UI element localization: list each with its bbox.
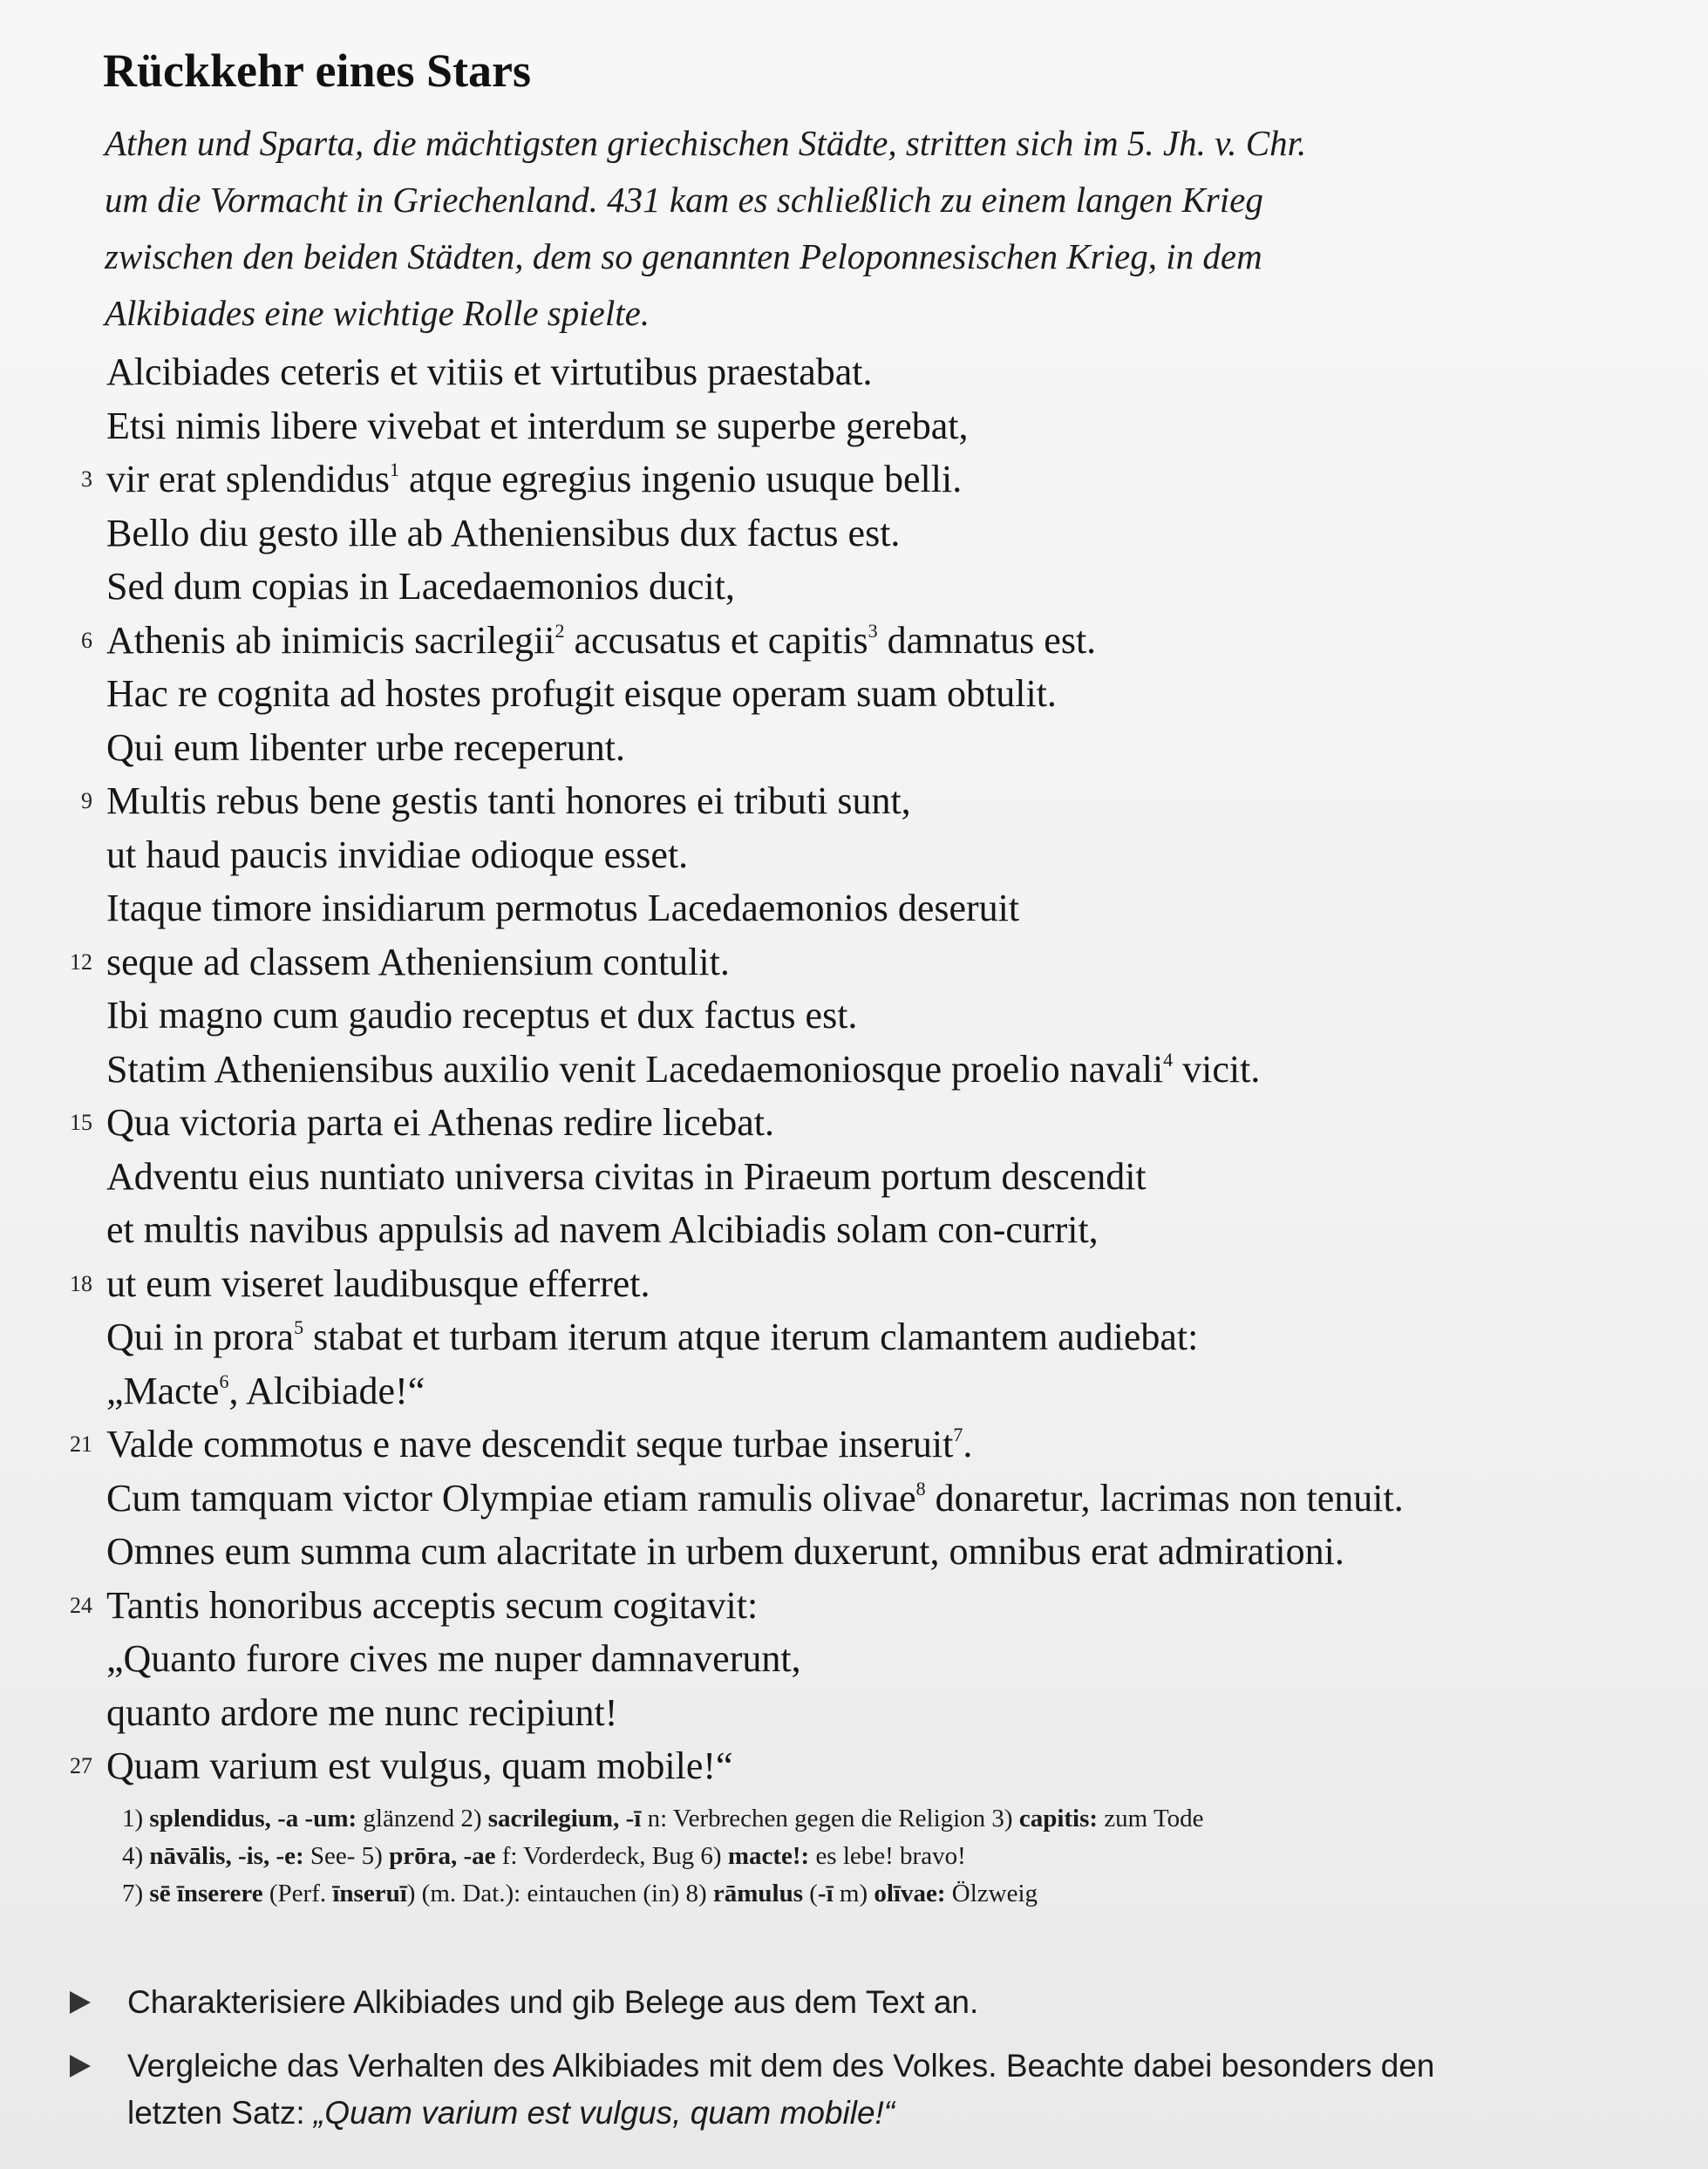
task-text-line2 [127, 2090, 1434, 2137]
vocab-gloss: ) (m. Dat.): eintauchen (in) 8) [406, 1880, 713, 1907]
text-line [44, 1579, 1665, 1633]
task-text-plain: letzten Satz: [127, 2095, 314, 2131]
text-line [44, 881, 1665, 935]
footnote-ref: 7 [953, 1424, 963, 1445]
text-line [44, 1686, 1665, 1740]
text-line [44, 560, 1665, 614]
footnote-line [122, 1838, 1552, 1875]
vocab-gloss: glänzend 2) [357, 1805, 488, 1832]
text-line [44, 721, 1665, 775]
vocab-gloss: 4) [122, 1842, 150, 1870]
line-number: 24 [70, 1592, 92, 1618]
text-line [44, 989, 1665, 1043]
line-text [106, 1418, 972, 1472]
line-segment: Qua victoria parta ei Athenas redire licebat. [106, 1101, 774, 1144]
line-text [106, 1310, 1198, 1364]
line-segment: vicit. [1173, 1047, 1261, 1091]
line-segment: Tantis honoribus acceptis secum cogitavit: [106, 1583, 759, 1627]
line-segment: damnatus est. [877, 618, 1097, 662]
footnote-ref: 4 [1163, 1048, 1174, 1071]
text-line [44, 1632, 1665, 1686]
line-text [106, 1525, 1344, 1579]
vocab-gloss: n: Verbrechen gegen die Religion 3) [641, 1805, 1019, 1832]
text-line [44, 667, 1665, 721]
line-number: 6 [81, 627, 92, 653]
line-segment: Statim Atheniensibus auxilio venit Lacedaemoniosque proelio navali [106, 1047, 1164, 1091]
intro-line: Alkibiades eine wichtige Rolle spielte. [105, 293, 650, 333]
text-line [44, 1739, 1665, 1793]
line-segment: „Quanto furore cives me nuper damnaverunt, [106, 1637, 801, 1680]
line-segment: Multis rebus bene gestis tanti honores ei tributi sunt, [106, 779, 911, 822]
task-text: Charakterisiere Alkibiades und gib Belege aus dem Text an. [127, 1984, 979, 2020]
line-text [106, 721, 625, 775]
text-line [44, 345, 1665, 399]
line-text [106, 399, 968, 453]
line-segment: „Macte [106, 1369, 220, 1412]
footnote-ref: 1 [390, 459, 400, 480]
line-segment: Valde commotus e nave descendit seque turbae inseruit [106, 1423, 954, 1465]
line-number: 15 [70, 1110, 92, 1135]
intro-paragraph [105, 115, 1639, 342]
line-segment: donaretur, lacrimas non tenuit. [925, 1476, 1404, 1520]
intro-line: zwischen den beiden Städten, dem so genannten Peloponnesischen Krieg, in dem [105, 236, 1262, 276]
line-segment: Qui in prora [106, 1316, 295, 1358]
text-line [44, 1257, 1665, 1311]
line-segment: . [963, 1423, 973, 1465]
vocab-term: rāmulus [712, 1880, 803, 1907]
triangle-bullet-icon [70, 1991, 91, 2014]
vocab-term: prōra, -ae [389, 1842, 496, 1870]
vocab-gloss: (Perf. [262, 1880, 333, 1907]
text-line [44, 1472, 1665, 1526]
line-segment: quanto ardore me nunc recipiunt! [106, 1690, 618, 1734]
footnote-ref: 2 [555, 619, 565, 642]
text-line [44, 452, 1665, 507]
line-segment: Hac re cognita ad hostes profugit eisque operam suam obtulit. [106, 672, 1057, 715]
text-line [44, 774, 1665, 828]
line-number: 18 [70, 1270, 92, 1296]
line-segment: stabat et turbam iterum atque iterum clamantem audiebat: [303, 1316, 1199, 1358]
text-line [44, 399, 1665, 453]
line-text [106, 1632, 801, 1686]
vocab-gloss: m) [833, 1880, 874, 1907]
line-text [106, 345, 873, 399]
text-line [44, 935, 1665, 989]
line-text [106, 1096, 774, 1150]
vocab-term: splendidus, -a -um: [149, 1805, 357, 1832]
line-text [106, 1579, 758, 1633]
vocab-term: īnseruī [332, 1880, 407, 1907]
task-text: Vergleiche das Verhalten des Alkibiades mit dem des Volkes. Beachte dabei besonders den [127, 2048, 1435, 2084]
vocab-term: sē īnserere [149, 1880, 263, 1907]
line-number: 9 [81, 788, 92, 813]
line-segment: accusatus et capitis [564, 618, 868, 662]
footnote-ref: 8 [915, 1477, 926, 1499]
line-text [106, 881, 1019, 935]
text-line [44, 507, 1665, 561]
line-segment: Omnes eum summa cum alacritate in urbem duxerunt, omnibus erat admirationi. [106, 1530, 1344, 1573]
intro-line: um die Vormacht in Griechenland. 431 kam es schließlich zu einem langen Krieg [105, 180, 1263, 220]
line-segment: Etsi nimis libere vivebat et interdum se superbe gerebat, [106, 404, 969, 447]
vocab-gloss: ( [803, 1880, 818, 1907]
line-segment: Bello diu gesto ille ab Atheniensibus dux factus est. [106, 511, 901, 554]
vocab-term: olīvae: [874, 1880, 946, 1907]
text-line [44, 1203, 1665, 1257]
triangle-bullet-icon [70, 2055, 91, 2077]
line-segment: ut haud paucis invidiae odioque esset. [106, 833, 689, 876]
line-text [106, 989, 857, 1043]
line-segment: Quam varium est vulgus, quam mobile!“ [106, 1744, 733, 1787]
footnote-ref: 6 [219, 1370, 229, 1392]
text-line [44, 1525, 1665, 1579]
line-text [106, 935, 730, 989]
line-text [106, 774, 911, 828]
intro-line: Athen und Sparta, die mächtigsten griechischen Städte, stritten sich im 5. Jh. v. Chr. [105, 123, 1307, 163]
text-line [44, 1310, 1665, 1364]
footnotes [122, 1800, 1552, 1913]
line-segment: Itaque timore insidiarum permotus Lacedaemonios deseruit [106, 887, 1020, 929]
latin-text [44, 345, 1665, 1793]
vocab-gloss: es lebe! bravo! [809, 1842, 966, 1870]
vocab-term: sacrilegium, -ī [487, 1805, 642, 1832]
line-text [106, 507, 900, 561]
line-segment: Cum tamquam victor Olympiae etiam ramulis olivae [106, 1476, 916, 1520]
vocab-gloss: f: Vorderdeck, Bug 6) [495, 1842, 728, 1870]
text-line [44, 1364, 1665, 1418]
vocab-gloss: zum Tode [1098, 1805, 1204, 1832]
line-text [106, 1686, 617, 1740]
text-line [44, 1418, 1665, 1472]
line-text [106, 1472, 1404, 1526]
line-text [106, 1364, 425, 1418]
line-segment: Sed dum copias in Lacedaemonios ducit, [106, 565, 735, 608]
footnote-line [122, 1875, 1552, 1913]
line-segment: seque ad classem Atheniensium contulit. [106, 940, 730, 983]
text-line [44, 1150, 1665, 1204]
line-segment: ut eum viseret laudibusque efferret. [106, 1261, 650, 1305]
line-text [106, 828, 688, 882]
line-number: 21 [70, 1431, 92, 1457]
text-line [44, 1043, 1665, 1097]
line-text [106, 1257, 650, 1311]
line-segment: vir erat splendidus [106, 458, 391, 500]
footnote-line [122, 1800, 1552, 1838]
footnote-ref: 3 [868, 619, 878, 642]
task-quote: „Quam varium est vulgus, quam mobile!“ [313, 2095, 895, 2131]
vocab-term: nāvālis, -is, -e: [149, 1842, 304, 1870]
line-segment: Qui eum libenter urbe receperunt. [106, 725, 625, 769]
vocab-term: macte!: [727, 1842, 810, 1870]
page-title: Rückkehr eines Stars [103, 44, 532, 97]
line-text [106, 667, 1057, 721]
text-line [44, 1096, 1665, 1150]
vocab-term: capitis: [1018, 1805, 1099, 1832]
line-text [106, 560, 735, 614]
vocab-term: -ī [817, 1880, 834, 1907]
line-text [106, 1043, 1260, 1097]
line-number: 27 [70, 1753, 92, 1778]
line-segment: , Alcibiade!“ [228, 1369, 425, 1412]
line-text [106, 1203, 1099, 1257]
line-segment: atque egregius ingenio usuque belli. [399, 458, 963, 500]
vocab-gloss: 1) [122, 1805, 150, 1832]
vocab-gloss: 7) [122, 1880, 150, 1907]
text-line [44, 828, 1665, 882]
line-segment: et multis navibus appulsis ad navem Alcibiadis solam con-currit, [106, 1208, 1099, 1251]
line-text [106, 452, 962, 507]
line-segment: Adventu eius nuntiato universa civitas in Piraeum portum descendit [106, 1154, 1147, 1198]
line-text [106, 614, 1096, 668]
line-number: 3 [81, 466, 92, 492]
line-text [106, 1739, 733, 1793]
text-line [44, 614, 1665, 668]
footnote-ref: 5 [294, 1316, 304, 1338]
line-number: 12 [70, 949, 92, 975]
line-segment: Ibi magno cum gaudio receptus et dux factus est. [106, 994, 858, 1037]
line-segment: Alcibiades ceteris et vitiis et virtutibus praestabat. [106, 350, 873, 393]
line-text [106, 1150, 1147, 1204]
vocab-gloss: See- 5) [303, 1842, 390, 1870]
line-segment: Athenis ab inimicis sacrilegii [106, 618, 555, 662]
vocab-gloss: Ölzweig [945, 1880, 1038, 1907]
